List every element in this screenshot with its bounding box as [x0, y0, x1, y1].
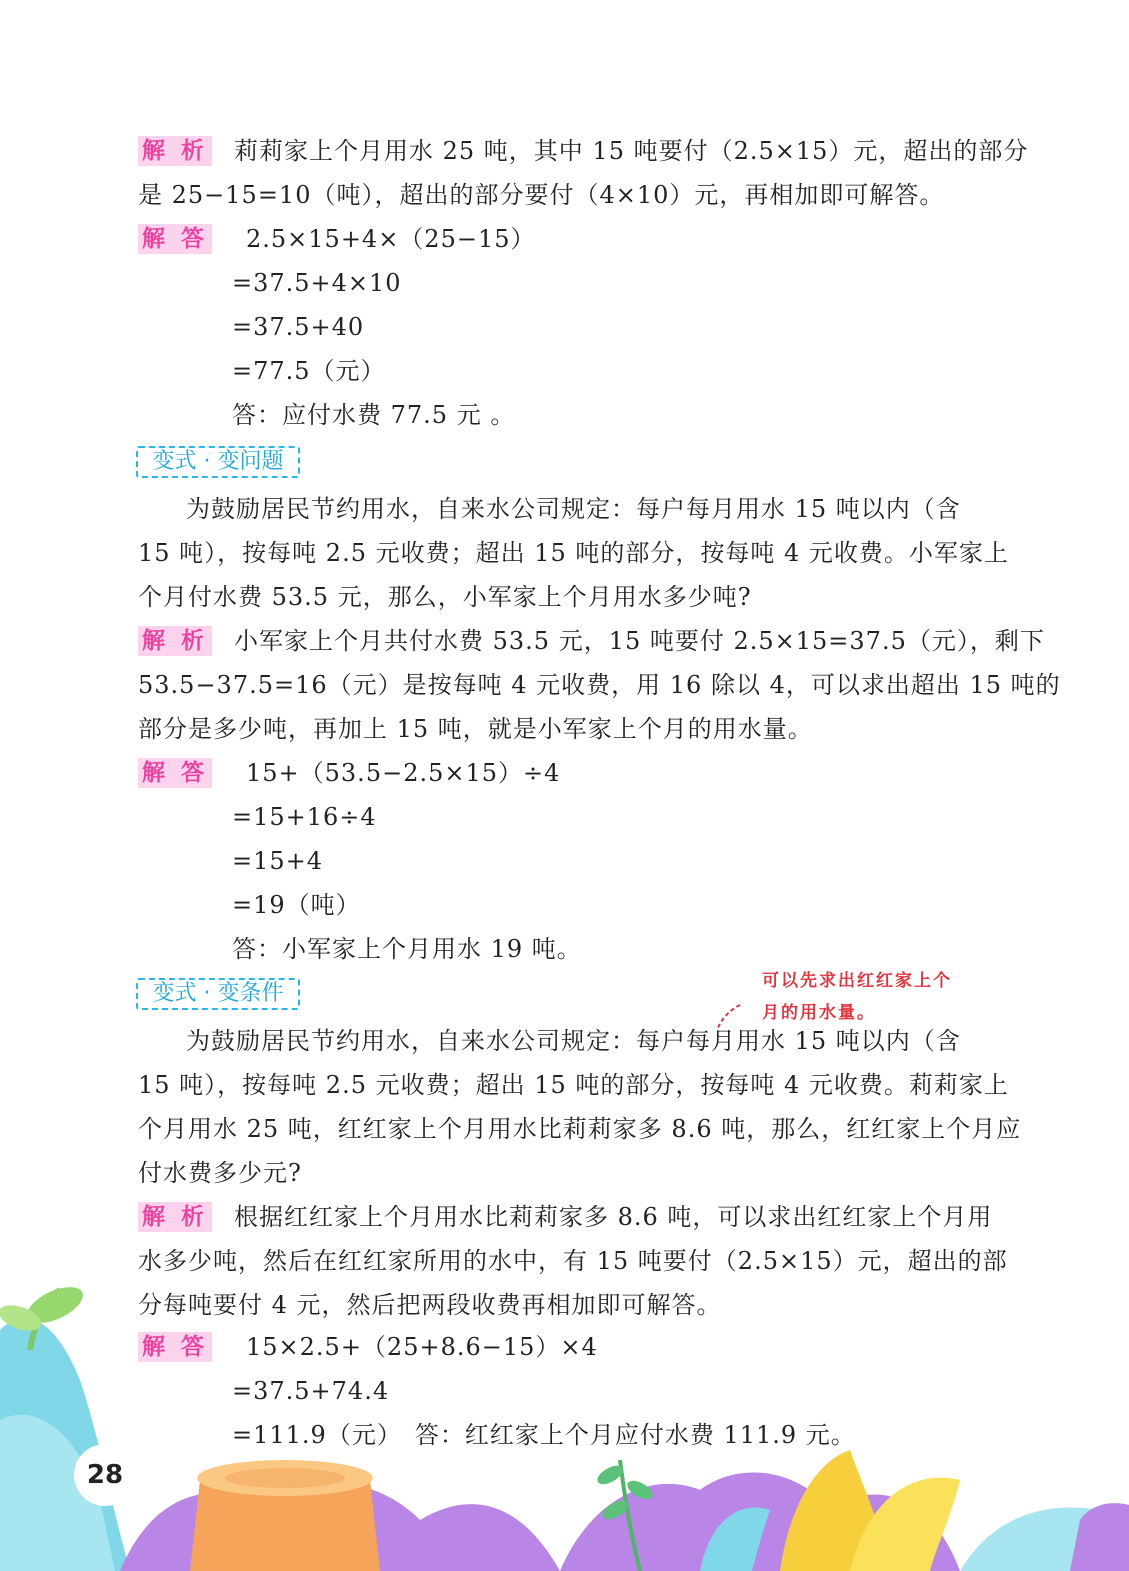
analysis-text: 小军家上个月共付水费 53.5 元，15 吨要付 2.5×15=37.5（元），剩下 [234, 627, 1045, 655]
answer-tag: 解 答 [138, 758, 212, 788]
analysis-text: 53.5−37.5=16（元）是按每吨 4 元收费，用 16 除以 4，可以求出超出 15 吨的 [138, 671, 1061, 699]
solution-line: =15+16÷4 [232, 803, 377, 831]
analysis-text: 是 25−15=10（吨），超出的部分要付（4×10）元，再相加即可解答。 [138, 181, 945, 209]
solution-line: =19（吨） [232, 891, 361, 919]
problem-text: 付水费多少元? [138, 1159, 302, 1187]
variant-condition-label: 变式 · 变条件 [136, 978, 300, 1010]
solution-line: 2.5×15+4×（25−15） [246, 225, 536, 253]
analysis-text: 根据红红家上个月用水比莉莉家多 8.6 吨，可以求出红红家上个月用 [234, 1203, 993, 1231]
solution-line: 15+（53.5−2.5×15）÷4 [246, 759, 561, 787]
problem-text: 个月付水费 53.5 元，那么，小军家上个月用水多少吨? [138, 583, 752, 611]
solution-line: 15×2.5+（25+8.6−15）×4 [246, 1333, 598, 1361]
solution-line: =37.5+40 [232, 313, 365, 341]
solution-line: =37.5+4×10 [232, 269, 402, 297]
page-number: 28 [74, 1444, 136, 1506]
problem-text: 个月用水 25 吨，红红家上个月用水比莉莉家多 8.6 吨，那么，红红家上个月应 [138, 1115, 1022, 1143]
analysis-tag: 解 析 [138, 626, 212, 656]
answer-tag: 解 答 [138, 1332, 212, 1362]
solution-line: =37.5+74.4 [232, 1377, 390, 1405]
analysis-text: 莉莉家上个月用水 25 吨，其中 15 吨要付（2.5×15）元，超出的部分 [234, 137, 1029, 165]
problem-text: 为鼓励居民节约用水，自来水公司规定：每户每月用水 15 吨以内（含 [186, 1027, 961, 1055]
answer-tag: 解 答 [138, 224, 212, 254]
analysis-text: 分每吨要付 4 元，然后把两段收费再相加即可解答。 [138, 1291, 722, 1319]
problem-text: 15 吨），按每吨 2.5 元收费；超出 15 吨的部分，按每吨 4 元收费。小军家上 [138, 539, 1009, 567]
answer-statement: 答：应付水费 77.5 元 。 [232, 401, 516, 429]
analysis-tag: 解 析 [138, 136, 212, 166]
variant-question-label: 变式 · 变问题 [136, 446, 300, 478]
answer-statement: =111.9（元） 答：红红家上个月应付水费 111.9 元。 [232, 1421, 856, 1449]
analysis-text: 水多少吨，然后在红红家所用的水中，有 15 吨要付（2.5×15）元，超出的部 [138, 1247, 1008, 1275]
hint-note: 可以先求出红红家上个 [762, 971, 952, 991]
solution-line: =15+4 [232, 847, 324, 875]
analysis-text: 部分是多少吨，再加上 15 吨，就是小军家上个月的用水量。 [138, 715, 813, 743]
answer-statement: 答：小军家上个月用水 19 吨。 [232, 935, 582, 963]
problem-text: 为鼓励居民节约用水，自来水公司规定：每户每月用水 15 吨以内（含 [186, 495, 961, 523]
problem-text: 15 吨），按每吨 2.5 元收费；超出 15 吨的部分，按每吨 4 元收费。莉莉家上 [138, 1071, 1009, 1099]
solution-line: =77.5（元） [232, 357, 386, 385]
analysis-tag: 解 析 [138, 1202, 212, 1232]
hint-note: 月的用水量。 [762, 1003, 876, 1023]
